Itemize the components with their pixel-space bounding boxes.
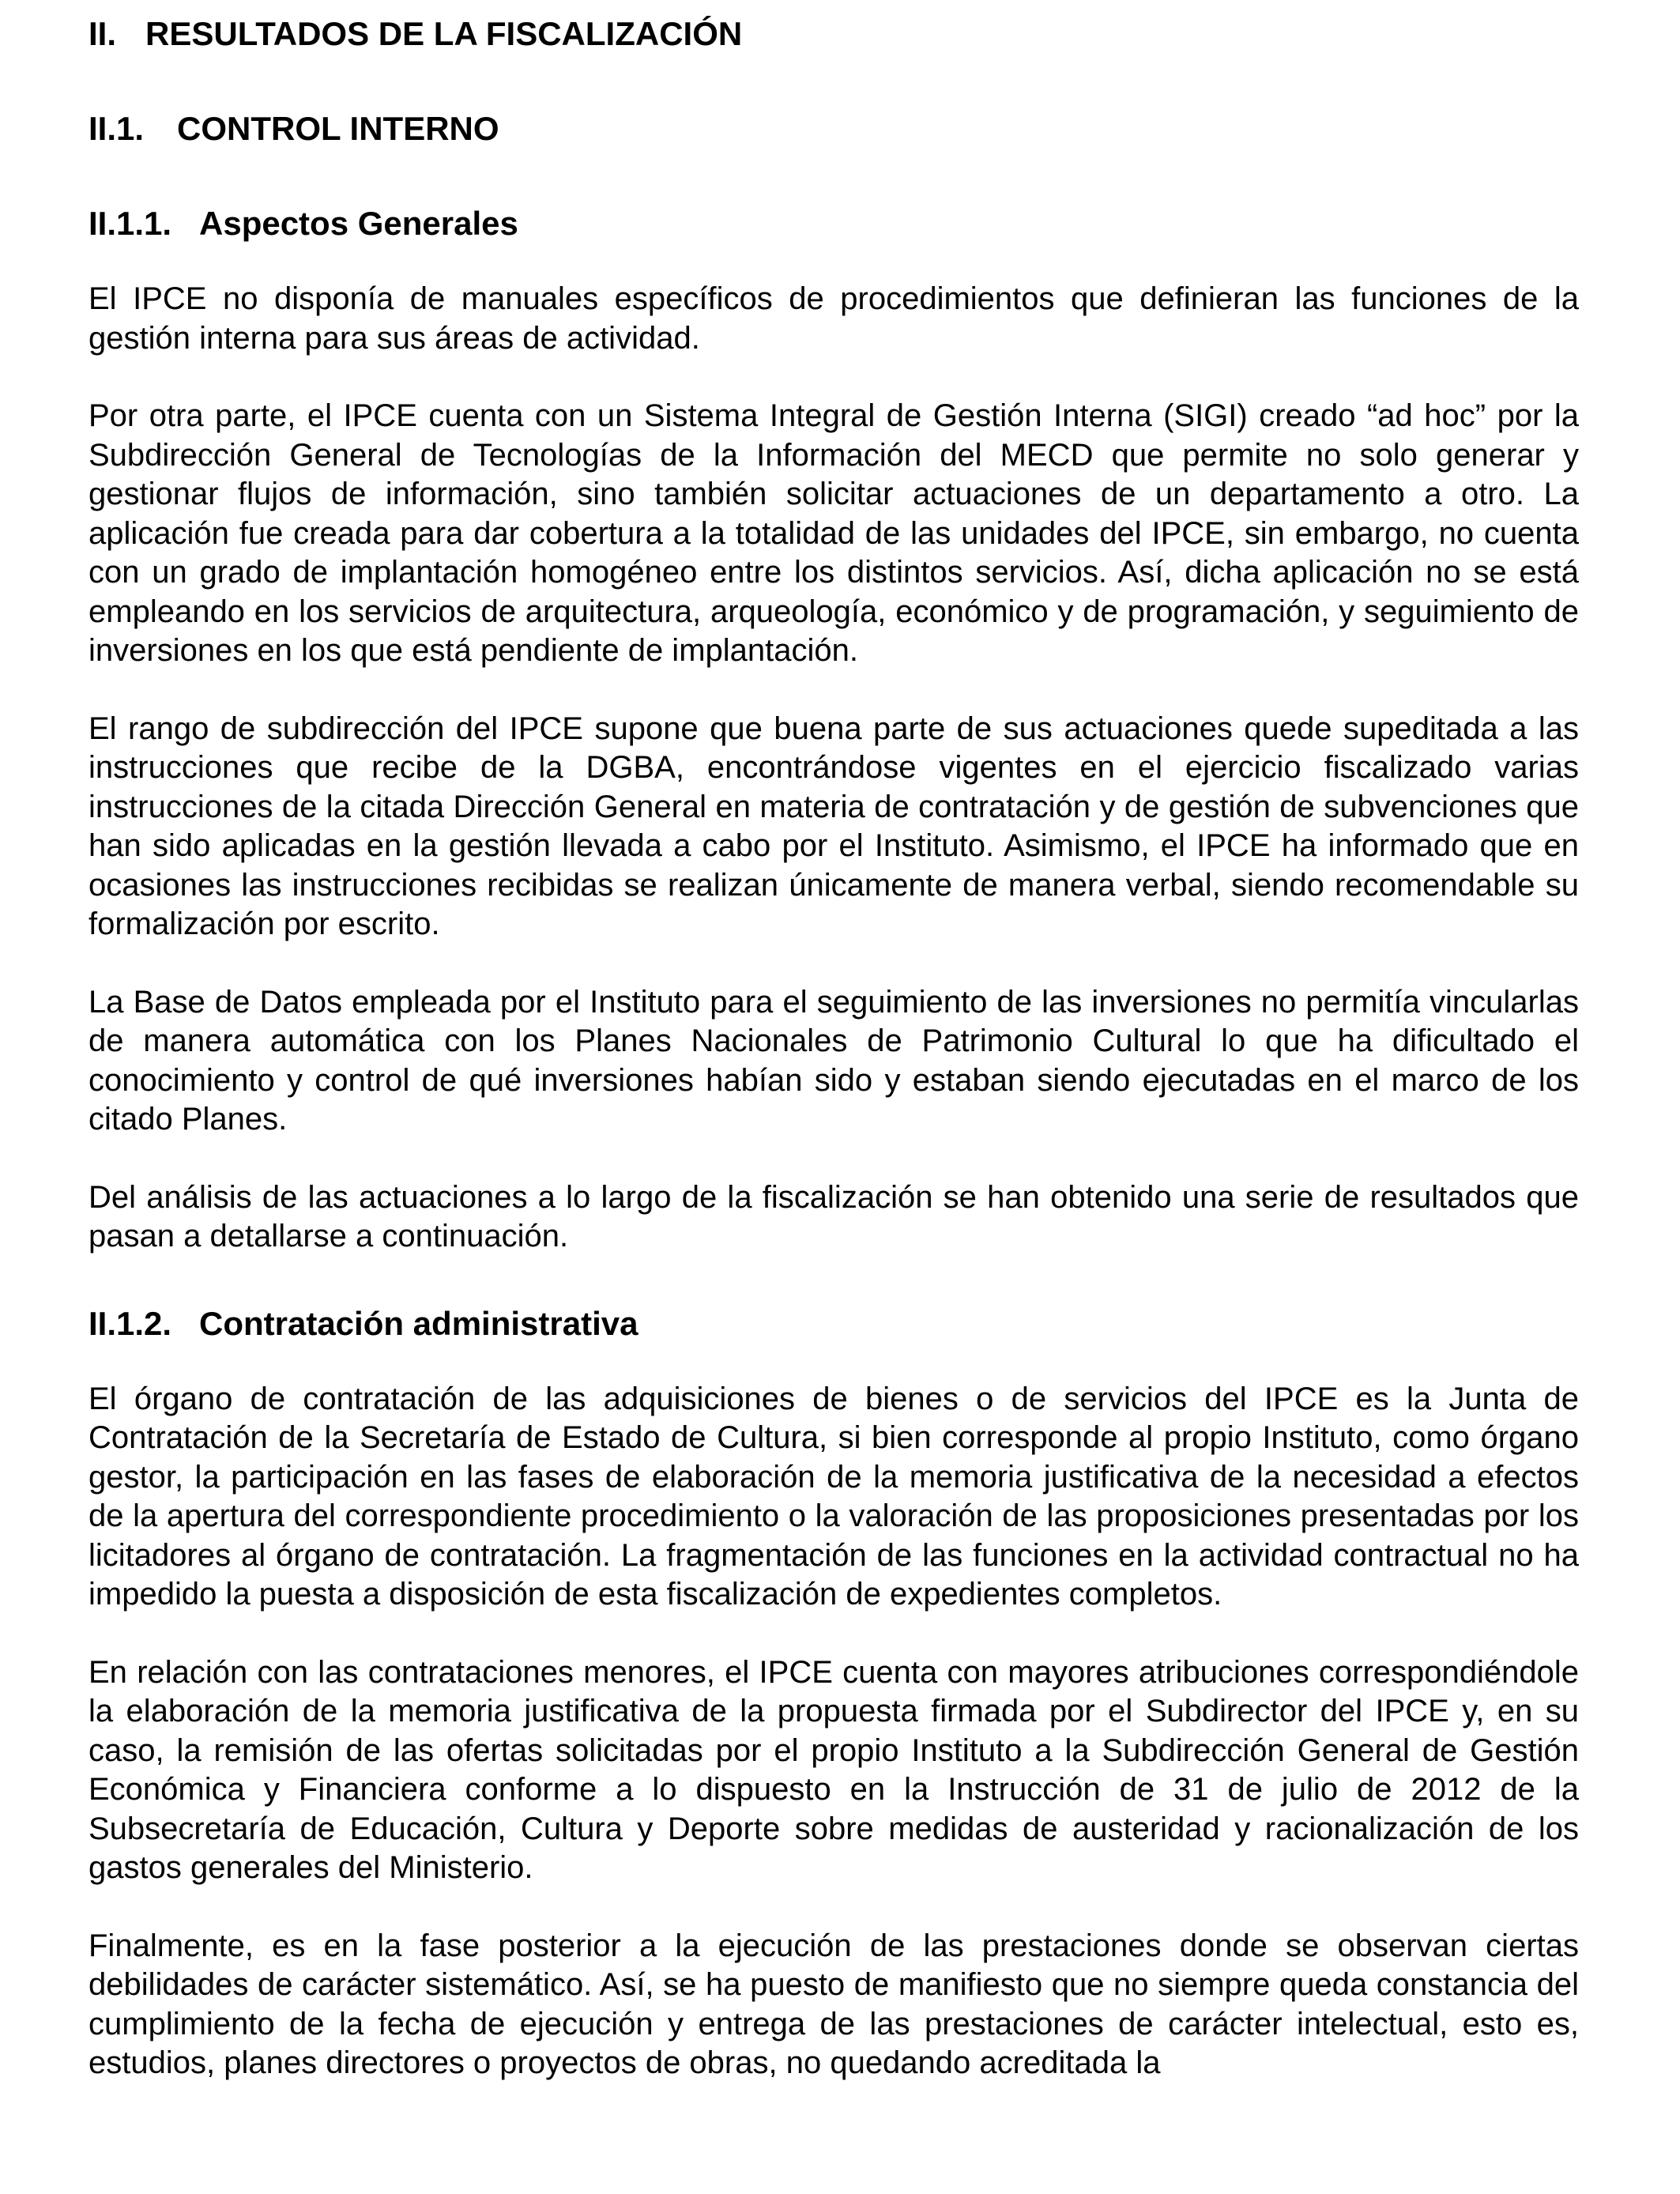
contratacion-paragraph-3: Finalmente, es en la fase posterior a la ejecución de las prestaciones donde se observan ciertas debilidades de carácter sistemático. Así, se ha puesto de manifiesto que no siempre queda constancia del cumplimiento de la fecha de ejecución y entrega de las prestaciones de carácter intelectual, esto es, estudios, planes directores o proyectos de obras, no quedando acreditada la [89, 1928, 1579, 2080]
contratacion-paragraph-2: En relación con las contrataciones menores, el IPCE cuenta con mayores atribuciones correspondiéndole la elaboración de la memoria justificativa de la propuesta firmada por el Subdirector del IPCE y, en su caso, la remisión de las ofertas solicitadas por el propio Instituto a la Subdirección General de Gestión Económica y Financiera conforme a lo dispuesto en la Instrucción de 31 de julio de 2012 de la Subsecretaría de Educación, Cultura y Deporte sobre medidas de austeridad y racionalización de los gastos generales del Ministerio. [89, 1654, 1579, 1885]
contratacion-number: II.1.2. [89, 1304, 172, 1342]
section-number: II. [89, 15, 117, 52]
subsection-heading [89, 109, 1579, 149]
aspectos-paragraph-4: La Base de Datos empleada por el Instituto para el seguimiento de las inversiones no permitía vincularlas de manera automática con los Planes Nacionales de Patrimonio Cultural lo que ha dificultado el conocimiento y control de qué inversiones habían sido y estaban siendo ejecutadas en el marco de los citado Planes. [89, 984, 1579, 1137]
aspectos-heading [89, 204, 1579, 243]
contratacion-title: Contratación administrativa [199, 1304, 638, 1342]
aspectos-paragraph-1: El IPCE no disponía de manuales específicos de procedimientos que definieran las funciones de la gestión interna para sus áreas de actividad. [89, 281, 1579, 356]
aspectos-number: II.1.1. [89, 205, 172, 242]
section-heading [89, 14, 1579, 54]
aspectos-paragraph-3: El rango de subdirección del IPCE supone que buena parte de sus actuaciones quede supeditada a las instrucciones que recibe de la DGBA, encontrándose vigentes en el ejercicio fiscalizado varias instrucciones de la citada Dirección General en materia de contratación y de gestión de subvenciones que han sido aplicadas en la gestión llevada a cabo por el Instituto. Asimismo, el IPCE ha informado que en ocasiones las instrucciones recibidas se realizan únicamente de manera verbal, siendo recomendable su formalización por escrito. [89, 711, 1579, 941]
aspectos-title: Aspectos Generales [199, 205, 518, 242]
aspectos-paragraph-2: Por otra parte, el IPCE cuenta con un Sistema Integral de Gestión Interna (SIGI) creado “ad hoc” por la Subdirección General de Tecnologías de la Información del MECD que permite no solo generar y gestionar flujos de información, sino también solicitar actuaciones de un departamento a otro. La aplicación fue creada para dar cobertura a la totalidad de las unidades del IPCE, sin embargo, no cuenta con un grado de implantación homogéneo entre los distintos servicios. Así, dicha aplicación no se está empleando en los servicios de arquitectura, arqueología, económico y de programación, y seguimiento de inversiones en los que está pendiente de implantación. [89, 398, 1579, 668]
contratacion-paragraph-1: El órgano de contratación de las adquisiciones de bienes o de servicios del IPCE es la Junta de Contratación de la Secretaría de Estado de Cultura, si bien corresponde al propio Instituto, como órgano gestor, la participación en las fases de elaboración de la memoria justificativa de la necesidad a efectos de la apertura del correspondiente procedimiento o la valoración de las proposiciones presentadas por los licitadores al órgano de contratación. La fragmentación de las funciones en la actividad contractual no ha impedido la puesta a disposición de esta fiscalización de expedientes completos. [89, 1381, 1579, 1612]
contratacion-heading [89, 1304, 1579, 1344]
section-title: RESULTADOS DE LA FISCALIZACIÓN [145, 15, 743, 52]
subsection-number: II.1. [89, 110, 145, 147]
subsection-title: CONTROL INTERNO [177, 110, 499, 147]
document-page [89, 14, 1579, 2122]
aspectos-paragraph-5: Del análisis de las actuaciones a lo largo de la fiscalización se han obtenido una serie de resultados que pasan a detallarse a continuación. [89, 1179, 1579, 1253]
